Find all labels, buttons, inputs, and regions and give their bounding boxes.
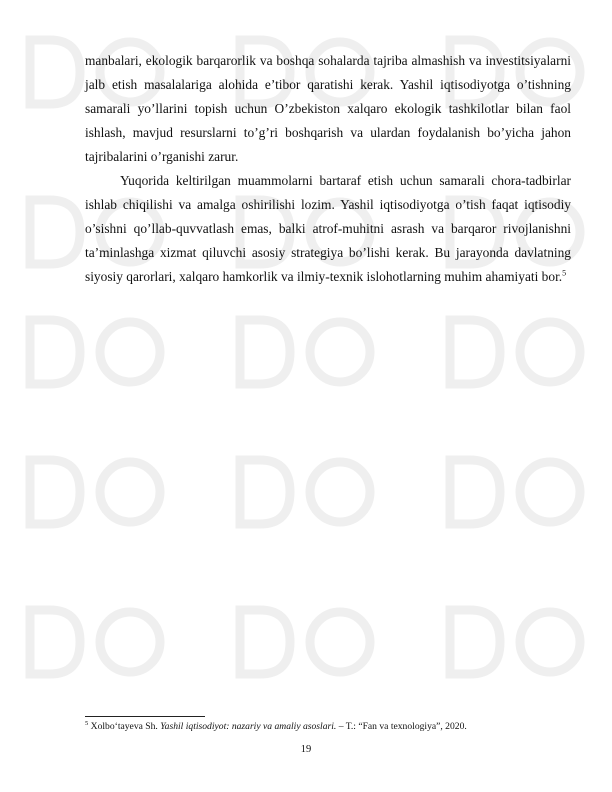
footnote-separator bbox=[85, 716, 205, 717]
paragraph bbox=[85, 169, 571, 289]
paragraph-continued bbox=[85, 49, 571, 169]
footnote-author: Xolbo‘tayeva Sh. bbox=[90, 721, 158, 732]
footnote-number: 5 bbox=[85, 719, 89, 727]
body-text bbox=[85, 49, 571, 289]
footnote-publisher: – T.: “Fan va texnologiya”, 2020. bbox=[338, 721, 467, 732]
page-number: 19 bbox=[300, 744, 312, 755]
paragraph-1-text: manbalari, ekologik barqarorlik va boshqa sohalarda tajriba almashish va investitsiyalarni jalb etish masalalariga alohida e’tibor qaratishi kerak. Yashil iqtisodiyotga o’tishning samarali yo’llarini topish uchun O’zbekiston xalqaro ekologik tashkilotlar bilan faol ishlash, mavjud resurslarni to’g’ri boshqarish va ulardan foydalanish bo’yicha jahon tajribalarini o’rganishi zarur. bbox=[85, 53, 571, 164]
footnote-title: Yashil iqtisodiyot: nazariy va amaliy asoslari. bbox=[160, 721, 337, 732]
footnote bbox=[85, 720, 571, 733]
paragraph-2-text: Yuqorida keltirilgan muammolarni bartaraf etish uchun samarali chora-tadbirlar ishlab chiqilishi va amalga oshirilishi lozim. Yashil iqtisodiyotga o’tish faqat iqtisodiy o’sishni qo’llab-quvvatlash emas, balki atrof-muhitni asrash va barqaror rivojlanishni ta’minlashga xizmat qiluvchi asosiy strategiya bo’lishi kerak. Bu jarayonda davlatning siyosiy qarorlari, xalqaro hamkorlik va ilmiy-texnik islohotlarning muhim ahamiyati bor. bbox=[85, 173, 571, 284]
footnote-reference[interactable]: 5 bbox=[562, 268, 567, 278]
